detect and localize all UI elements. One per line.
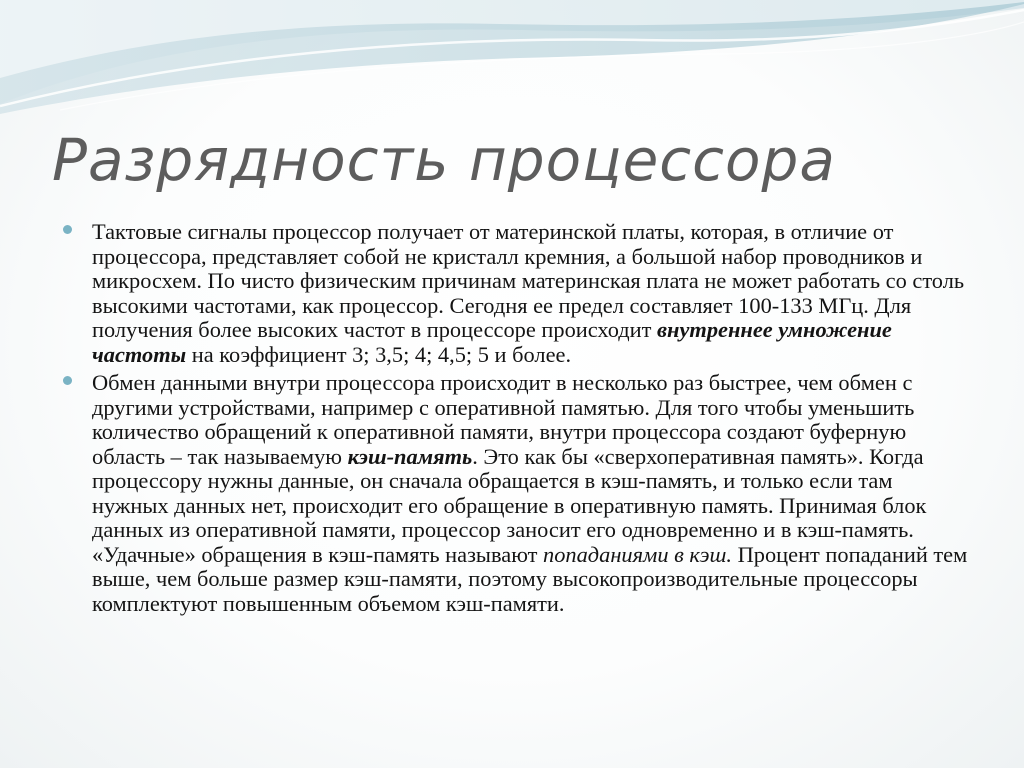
paragraph-text: Тактовые сигналы процессор получает от материнской платы, которая, в отличие от процессора, представляет собой не кристалл кремния, а большой набор проводников и микросхем. По чисто физическим причинам материнская плата не может работать со столь высокими частотами, как процессор. Сегодня ее предел составляет 100-133 МГц. Для получения более высоких частот в процессоре происходит bbox=[92, 219, 965, 342]
header-wave-decoration bbox=[0, 0, 1024, 120]
emphasis-cache-hits: попаданиями в кэш. bbox=[543, 541, 732, 567]
bullet-dot-icon bbox=[63, 376, 72, 385]
paragraph-text: . Это как бы «сверхоперативная память». Когда процессору нужны данные, он сначала обращается в кэш-память, и только если там нужных данных нет, происходит его обращение в оперативную память. Принимая блок данных из оперативной памяти, процессор заносит его одновременно и в кэш-память. «Удачные» обращения в кэш-память называют bbox=[92, 443, 927, 567]
paragraph-text: Процент попаданий тем выше, чем больше размер кэш-памяти, поэтому высокопроизводительные процессоры комплектуют повышенным объемом кэш-памяти. bbox=[92, 541, 968, 616]
slide-title: Разрядность процессора bbox=[52, 126, 836, 194]
bullet-item bbox=[92, 220, 970, 367]
bullet-list bbox=[92, 220, 970, 620]
paragraph-text: на коэффициент 3; 3,5; 4; 4,5; 5 и более. bbox=[186, 341, 572, 367]
bullet-item bbox=[92, 371, 970, 616]
paragraph-text: Обмен данными внутри процессора происходит в несколько раз быстрее, чем обмен с другими устройствами, например с оперативной памятью. Для того чтобы уменьшить количество обращений к оперативной памяти, внутри процессора создают буферную область – так называемую bbox=[92, 370, 915, 469]
emphasis-internal-multiplication: внутреннее умножение частоты bbox=[92, 317, 892, 367]
emphasis-cache-memory: кэш-память bbox=[347, 443, 473, 469]
bullet-dot-icon bbox=[63, 225, 72, 234]
